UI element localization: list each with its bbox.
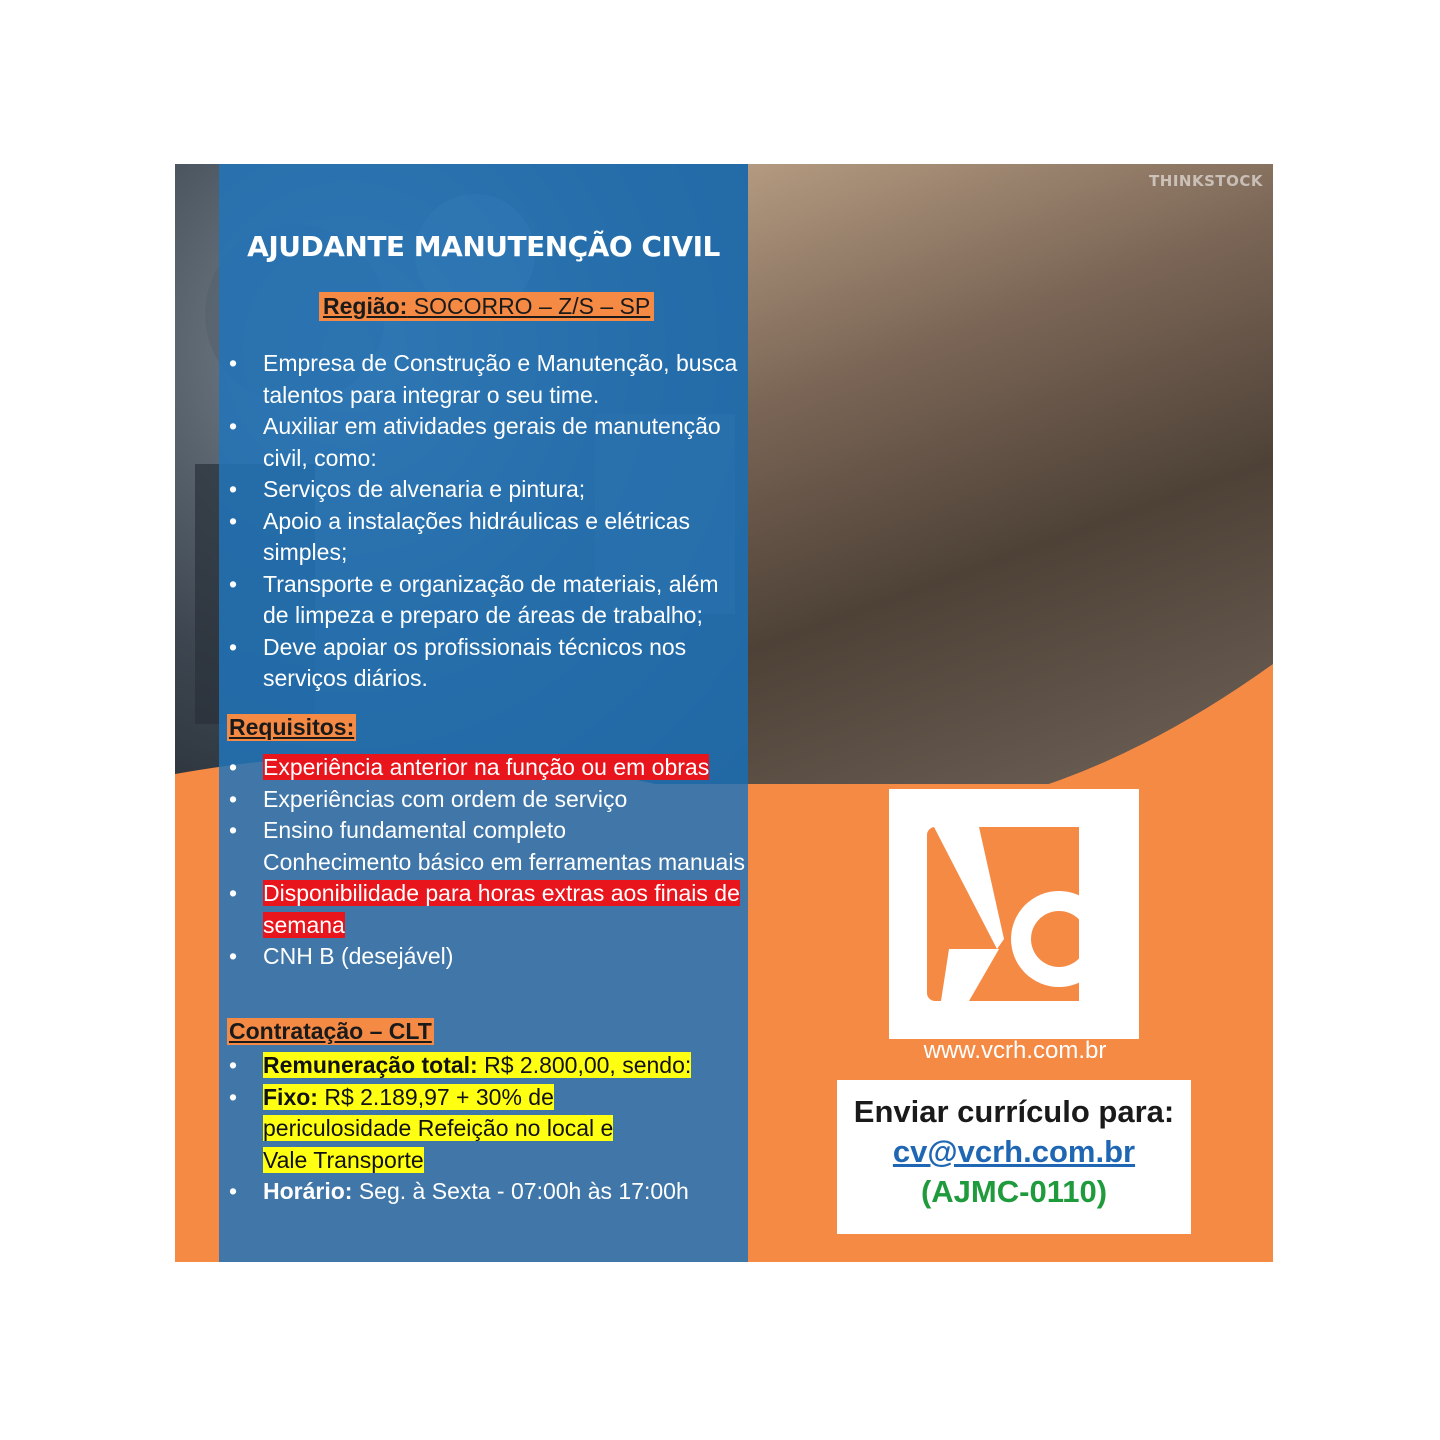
region-label-key: Região: [323, 293, 408, 319]
vc-logo-icon [889, 789, 1139, 1039]
list-item: • Deve apoiar os profissionais técnicos nos serviços diários. [229, 633, 687, 691]
watermark-text: THINKSTOCK [1149, 172, 1263, 190]
list-item: • Fixo: R$ 2.189,97 + 30% de periculosidade Refeição no local e Vale Transporte [229, 1083, 614, 1173]
email-link[interactable]: cv@vcrh.com.br [892, 1134, 1136, 1169]
cta-heading: Enviar currículo para: [853, 1094, 1175, 1129]
contract-heading: Contratação – CLT [229, 1018, 432, 1044]
list-item: • Ensino fundamental completo Conhecimento básico em ferramentas manuais [229, 817, 745, 875]
description-list [227, 348, 747, 695]
region-label [319, 292, 654, 321]
page-title: AJUDANTE MANUTENÇÃO CIVIL [247, 230, 720, 263]
contract-list [227, 1050, 747, 1208]
region-value: SOCORRO – Z/S – SP [407, 293, 651, 319]
list-item: • Transporte e organização de materiais, além de limpeza e preparo de áreas de trabalho; [229, 570, 719, 628]
list-item: • Disponibilidade para horas extras aos finais de semana [229, 880, 740, 938]
cta-box [837, 1080, 1191, 1234]
website-link[interactable]: www.vcrh.com.br [923, 1037, 1107, 1064]
requirements-heading: Requisitos: [229, 714, 355, 740]
list-item: • Horário: Seg. à Sexta - 07:00h às 17:00h [229, 1178, 689, 1204]
list-item: • Experiências com ordem de serviço [229, 785, 628, 812]
list-item: • Remuneração total: R$ 2.800,00, sendo: [229, 1052, 692, 1078]
list-item: • Apoio a instalações hidráulicas e elétricas simples; [229, 507, 691, 565]
requirements-list [227, 752, 747, 973]
list-item: • Empresa de Construção e Manutenção, busca talentos para integrar o seu time. [229, 350, 738, 408]
job-details [219, 164, 748, 1262]
job-poster [175, 164, 1273, 1262]
list-item: • Experiência anterior na função ou em obras [229, 754, 710, 780]
list-item: • Serviços de alvenaria e pintura; [229, 476, 586, 502]
job-code: (AJMC-0110) [920, 1174, 1108, 1209]
list-item: • CNH B (desejável) [229, 943, 454, 969]
company-logo [889, 789, 1139, 1039]
list-item: • Auxiliar em atividades gerais de manutenção civil, como: [229, 413, 721, 471]
